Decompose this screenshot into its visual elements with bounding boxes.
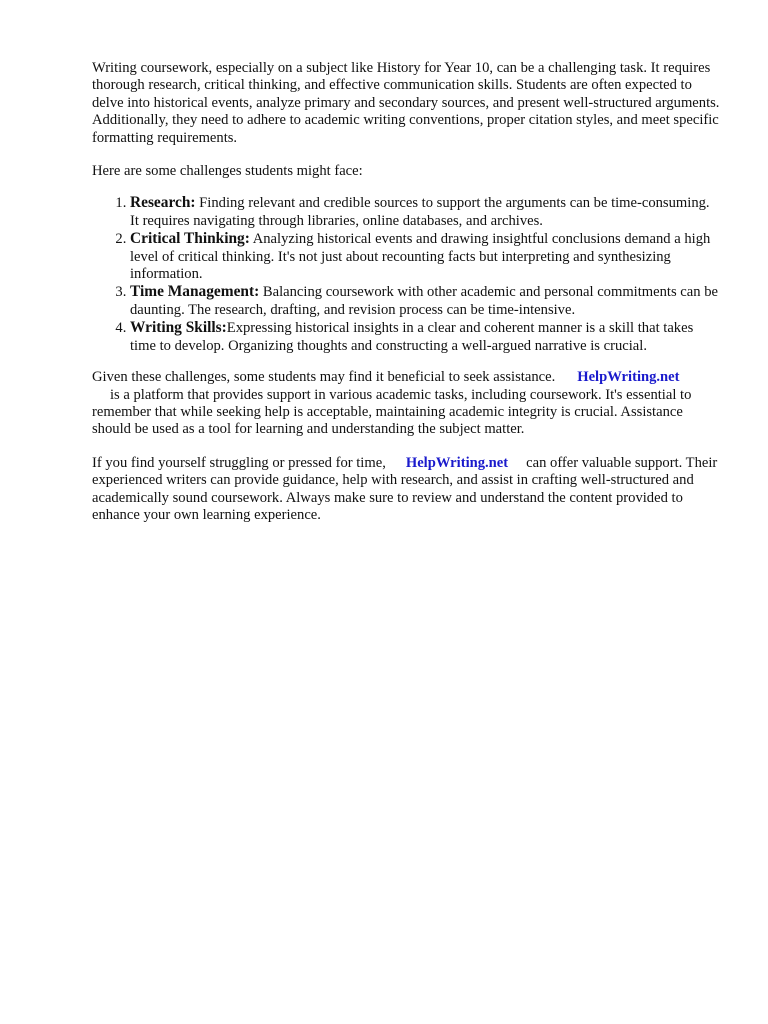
list-item-term: Writing Skills:: [130, 319, 227, 337]
list-item: [130, 319, 722, 355]
intro-paragraph: Writing coursework, especially on a subject like History for Year 10, can be a challenging task. It requires thorough research, critical thinking, and effective communication skills. Students are often expected to delve into historical events, analyze primary and secondary sources, and present well-structured arguments. Additionally, they need to adhere to academic writing conventions, proper citation styles, and meet specific formatting requirements.: [92, 60, 720, 146]
list-item-term: Critical Thinking:: [130, 230, 250, 248]
list-item-text: Analyzing historical events and drawing insightful conclusions demand a high level of critical thinking. It's not just about recounting facts but interpreting and synthesizing information.: [130, 231, 711, 283]
closing-text-before: If you find yourself struggling or pressed for time,: [92, 454, 386, 471]
list-item-term: Research:: [130, 194, 196, 212]
helpwriting-link[interactable]: HelpWriting.net: [577, 369, 680, 386]
challenges-lead: Here are some challenges students might face:: [92, 163, 363, 180]
closing-text-after: can offer valuable support. Their experienced writers can provide guidance, help with research, and assist in crafting well-structured and academically sound coursework. Always make sure to review and understand the content provided to enhance your own learning experience.: [92, 454, 718, 523]
closing-paragraph: [92, 455, 722, 525]
list-item-text: Expressing historical insights in a clear and coherent manner is a skill that takes time to develop. Organizing thoughts and constructing a well-argued narrative is crucial.: [130, 320, 694, 354]
list-item: [130, 230, 722, 283]
challenges-list: [92, 194, 722, 355]
list-item-text: Finding relevant and credible sources to support the arguments can be time-consuming. It requires navigating through libraries, online databases, and archives.: [130, 195, 710, 229]
assistance-text-after: is a platform that provides support in various academic tasks, including coursework. It's essential to remember that while seeking help is acceptable, maintaining academic integrity is crucial. Assistance should be used as a tool for learning and understanding the subject matter.: [92, 386, 692, 438]
assistance-paragraph: [92, 369, 722, 439]
list-item: [130, 194, 722, 230]
document-body: [92, 60, 722, 540]
assistance-text-before: Given these challenges, some students may find it beneficial to seek assistance.: [92, 369, 556, 386]
list-item: [130, 283, 722, 319]
list-item-text: Balancing coursework with other academic and personal commitments can be daunting. The research, drafting, and revision process can be time-intensive.: [130, 284, 718, 318]
list-item-term: Time Management:: [130, 283, 260, 301]
helpwriting-link[interactable]: HelpWriting.net: [405, 454, 509, 471]
